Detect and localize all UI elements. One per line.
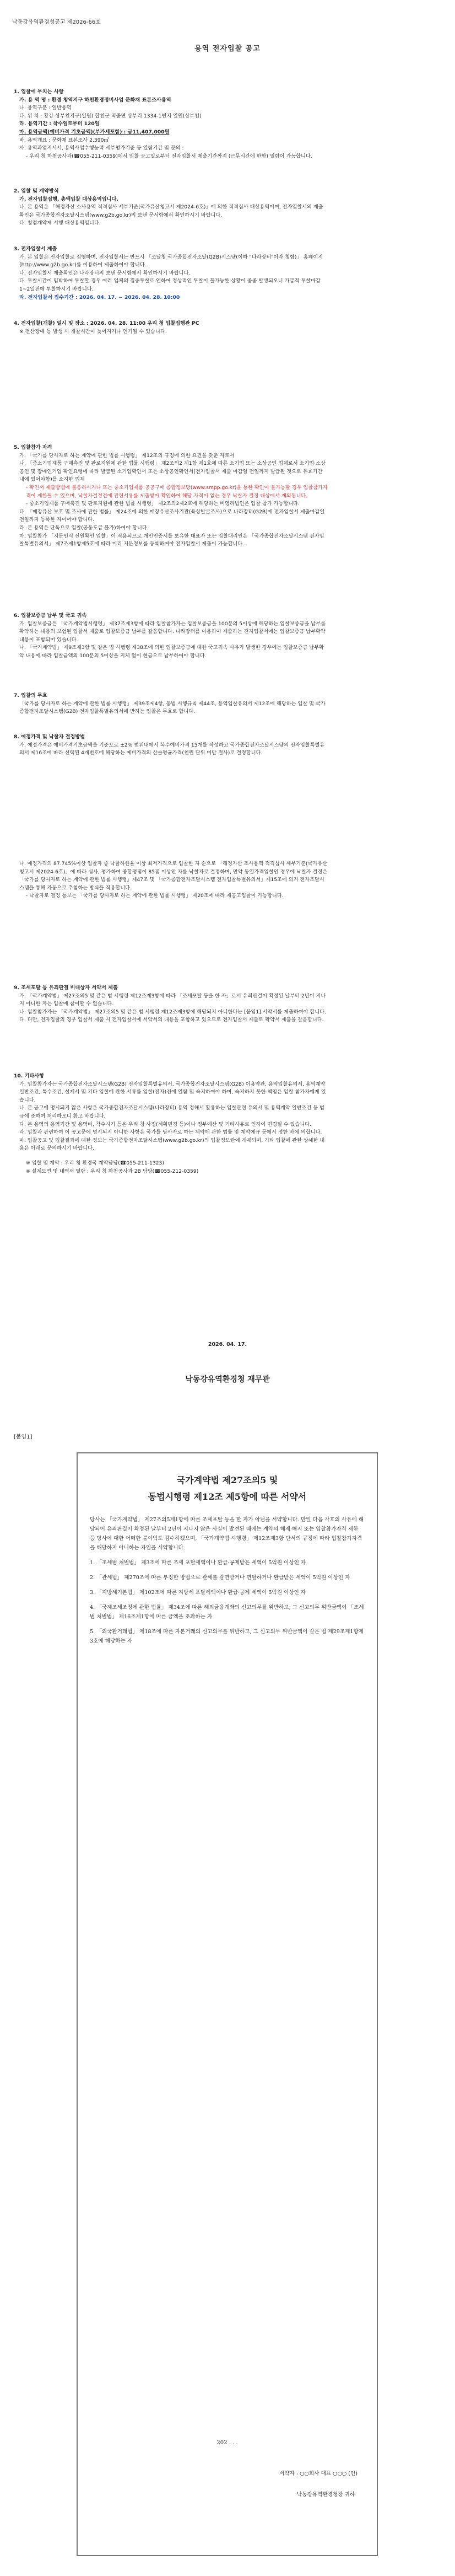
section-3-heading: 3. 전자입찰서 제출	[14, 246, 57, 252]
opening-note: ※ 전산장애 등 발생 시 개찰시간이 늦어지거나 연기될 수 있습니다.	[19, 328, 167, 335]
section-1-heading: 1. 입찰에 부치는 사항	[14, 89, 64, 95]
section-5	[14, 444, 328, 549]
contact-design: ※ 설계도면 및 내역서 열람 : 우리 청 하천공사과 2B 담당(☎055-212-0359)	[26, 1168, 199, 1174]
form-title	[78, 1472, 377, 1505]
notice-number: 낙동강유역환경청공고 제2026-66호	[12, 19, 101, 25]
contact-contract: ※ 입찰 및 계약 : 우리 청 환경국 계약담당(☎055-211-1323)	[26, 1160, 164, 1166]
eligibility-5: 다. 「매장유산 보호 및 조사에 관한 법률」 제24조에 의한 매장유산조사기관(육상발굴조사)으로 나라장터(G2B)에 전자입찰서 제출마감일 전일까지 등록한 자이어야 합니다.	[19, 508, 325, 523]
issuing-organization: 낙동강유역환경청 재무관	[185, 1375, 270, 1384]
price-3: - 낙찰자로 결정 통보는 「국가를 당사자로 하는 계약에 관한 법률 시행령」 제20조에 따라 재공고입찰이 가능합니다.	[26, 893, 284, 899]
eligibility-2: 나. 「중소기업제품 구매촉진 및 판로지원에 관한 법률 시행령」 제2조의2 제1항 제1호에 따른 소기업 또는 소상공인 업체로서 소기업·소상공인 및 장애인기업 확인요령에 따라 발급된 소기업확인서 또는 소상공인확인서(전자입찰서 제출 마감일 전일까지 발급된 것으로 유효기간 내에 있어야함)를 소지한 업체	[19, 460, 326, 483]
section-10-heading: 10. 기타사항	[14, 1073, 44, 1079]
section-4-heading: 4. 전자입찰(개찰) 일시 및 장소 : 2026. 04. 28. 11:00 우리 청 입찰집행관 PC	[14, 320, 199, 326]
submission-period: 라. 전자입찰서 접수기간 : 2026. 04. 17. ~ 2026. 04. 28. 10:00	[19, 294, 180, 300]
inspection-period: 사. 용역과업지시서, 용역사업수행능력 세부평가기준 등 열람기간 및 문의 :	[19, 145, 184, 152]
section-8	[14, 733, 328, 758]
section-5-heading: 5. 입찰참가 자격	[14, 444, 52, 450]
section-7-heading: 7. 입찰의 무효	[14, 693, 47, 699]
deposit-2: 나. 「국가계약법」 제9조제3항 및 같은 법 시행령 제38조에 의한 입찰보증금에 대한 국고귀속 사유가 발생한 경우에는 입찰보증금 납부확약 내용에 따라 입찰금액의 100분의 5이상을 지체 없이 현금으로 납부하여야 합니다.	[19, 645, 324, 659]
service-location: 다. 위 치 : 황강 상부천지구(일원) 합천군 적중면 상부리 1334-1번지 일원(상부천)	[19, 112, 202, 119]
misc-5: 마. 입찰공고 및 입찰결과에 대한 정보는 국가종합전자조달시스템(www.g2b.go.kr)의 입찰정보란에 게재되며, 기타 입찰에 관한 상세한 내용은 아래로 문의하시기 바랍니다.	[19, 1137, 325, 1152]
form-title-line-1: 국가계약법 제27조의5 및	[176, 1475, 278, 1485]
pledge-1: 가. 「국가계약법」 제27조의5 및 같은 법 시행령 제12조제3항에 따라 「조세포탈 등을 한 자」로서 유죄판결이 확정된 날부터 2년이 지나지 아니한 자는 입찰에 참여할 수 없습니다.	[19, 992, 326, 1007]
section-3	[14, 245, 328, 302]
form-item-5: 5. 「외국환거래법」 제18조에 따른 자본거래의 신고의무를 위반하고, 그 신고의무 위반금액이 같은 법 제29조제1항제3호에 해당하는 자	[90, 1629, 364, 1644]
section-10	[14, 1072, 328, 1176]
attachment-label: [붙임1]	[14, 1434, 32, 1440]
form-signer: 서약자 : ○○회사 대표 ○○○ (인)	[279, 2471, 358, 2477]
section-9-heading: 9. 조세포탈 등 유죄판결 비대상자 서약서 제출	[14, 985, 118, 991]
misc-2: 나. 본 공고에 명시되지 않은 사항은 국가종합전자조달시스템(나라장터) 용역 정해서 활용하는 입찰관련 유의서 및 용역계약 일반조건 등 법규에 준하여 처리하오니 참고 바랍니다.	[19, 1105, 324, 1119]
form-intro: 당사는 「국가계약법」 제27조의5제1항에 따른 조세포탈 등을 한 자가 아님을 서약합니다. 만일 다음 각호의 사유에 해당되어 유죄판결이 확정된 날부터 2년이 지나지 않은 사실이 발견된 때에는 계약의 해제·해지 또는 입찰참가자격 제한 등 당사에 대한 어떠한 불이익도 감수하겠으며, 「국가계약법 시행령」 제12조제3항 단서의 규정에 따라 입찰참가자격을 해당하지 아니하는 자임을 서약합니다.	[90, 1517, 364, 1551]
form-item-4: 4. 「국제조세조정에 관한 법률」 제34조에 따른 해외금융계좌의 신고의무를 위반하고, 그 신고의무 위반금액이 「조세범 처벌법」 제16조제1항에 따른 금액을 초과하는 자	[90, 1604, 364, 1620]
section-9	[14, 984, 328, 1024]
service-amount: 마. 용역금액(예비가격 기초금액)(부가세포함) : 금11,407,000원	[19, 128, 170, 135]
section-6	[14, 612, 328, 661]
invalid-bid: 「국가를 당사자로 하는 계약에 관한 법률 시행령」 제39조제4항, 동법 시행규칙 제44조, 용역입찰유의서 제12조에 해당하는 입찰 및 국가종합전자조달시스템(G2B) 전자입찰특별유의서에 반하는 입찰은 무효로 합니다.	[19, 700, 326, 715]
inspection-note: - 우리 청 하천공사과(☎055-211-0359)에서 입찰 공고일로부터 전자입찰서 제출기간까지 (근무시간에 한함) 열람이 가능합니다.	[26, 153, 312, 159]
section-2-heading: 2. 입찰 및 계약방식	[14, 188, 59, 194]
service-period: 라. 용역기간 : 착수일로부터 120일	[19, 121, 100, 127]
section-8-continued	[14, 860, 328, 900]
pledge-3: 다. 다만, 전자입찰의 경우 입찰서 제출 시 전자입찰서에 서약서의 내용을 포함하고 있으므로 전자입찰서 제출로 확약서 제출을 갈음합니다.	[19, 1017, 324, 1023]
section-7	[14, 692, 328, 716]
deposit-1: 가. 입찰보증금은 「국가계약법시행령」 제37조제3항에 따라 입찰참가자는 입찰보증금을 100분의 5이상에 해당하는 입찰보증금을 납부를 확약하는 내용의 보험된 입찰서 제출로 입찰보증금 납부를 갈음합니다. 나라장터를 이용하여 제출하는 전자입찰서에는 입찰보증금 납부확약 내용이 포함되어 있습니다.	[19, 620, 326, 643]
contract-method-2: 나. 본 용역은 「해정자산 소사용역 적격심사 세부기준(국가유산청고시 제2024-6호)」에 의한 적격심사 대상용역이며, 전자입찰서의 제출 확인은 국가종합전자조달시스템(www.g2b.go.kr)의 보낸 문서함에서 확인하시기 바랍니다.	[19, 204, 323, 218]
misc-1: 가. 입찰참가자는 국가종합전자조달시스템(G2B) 전자입찰특별유의서, 국가종합전자조달시스템(G2B) 이용약관, 용역입찰유의서, 용역계약일반조건, 특수조건, 설계서 및 기타 입찰에 관한 서류를 입찰(전자)전에 열람 및 숙지하여야 하며, 숙지하지 못한 책임은 입찰 참가자에게 있습니다.	[19, 1081, 326, 1103]
misc-4: 라. 입찰과 관련하여 이 공고문에 명시되지 아니한 사항은 국가를 당사자로 하는 계약에 관한 법률 및 계약예규 등에서 정한 바에 의합니다.	[19, 1129, 322, 1136]
form-item-3: 3. 「지방세기본법」 제102조에 따른 지방세 포탈세액이나 환급·공제 세액이 5억원 이상인 자	[90, 1590, 306, 1596]
eligibility-4: - 중소기업제품 구매촉진 및 판로지원에 관한 법률 시행령」 제2조의2제2호에 해당하는 비영리법인은 입찰 참가 가능합니다.	[26, 501, 300, 507]
submission-1: 가. 본 입찰은 전자입찰로 집행하며, 전자입찰서는 반드시 「조달청 국가종합전자조달(G2B)시스템(이하 "나라장터"이라 칭함)」 홈페이지(http://www.g2b.go.kr)를 이용하여 제출하여야 합니다.	[19, 254, 323, 269]
pledge-2: 나. 입찰참가자는 「국가계약법」 제27조의5 및 같은 법 시행령 제12조제3항에 해당되지 아니한다는 [붙임1] 서약서를 제출하여야 합니다.	[19, 1008, 326, 1015]
pledge-form	[77, 1452, 378, 2556]
document-title: 용역 전자입찰 공고	[194, 45, 261, 53]
form-recipient: 낙동강유역환경청장 귀하	[297, 2492, 355, 2498]
section-1	[14, 88, 328, 160]
form-body	[78, 1515, 377, 1646]
eligibility-3: - 확인서 제출방법에 불응하시거나 또는 중소기업제품 공공구매 종합정보망(www.smpp.go.kr)을 통한 확인이 불가능할 경우 입찰참가자격이 제한될 수 있으며, 낙찰자결정전에 관련서류를 제출받아 확인하여 해당 자격이 없는 경우 낙찰자 결정 대상에서 제외됩니다.	[26, 484, 328, 499]
service-overview: 바. 용역개요 : 문화재 표본조사 2,390㎡	[19, 137, 109, 143]
service-name: 가. 용 역 명 : 환경 청역지구 하천환경정비사업 문화재 표본조사용역	[19, 96, 171, 103]
service-type: 나. 용역구분 : 일반용역	[19, 105, 72, 111]
form-title-line-2: 동법시행령 제12조 제5항에 따른 서약서	[148, 1491, 307, 1502]
submission-3: 다. 투찰시간이 임박하여 투찰할 경우 여러 업체의 집중투찰로 인하여 정상적인 투찰이 불가능한 상황이 종종 발생되오니 가급적 투찰마감 1~2일전에 투찰하시기 바랍니다.	[19, 278, 321, 292]
section-2	[14, 187, 328, 228]
section-6-heading: 6. 입찰보증금 납부 및 국고 귀속	[14, 613, 87, 619]
section-8-heading: 8. 예정가격 및 낙찰자 결정방법	[14, 734, 85, 740]
eligibility-6: 라. 본 용역은 단독으로 입찰(공동도급 불가)하여야 합니다.	[19, 524, 149, 531]
form-date: 202 . . .	[216, 2440, 238, 2446]
submission-2: 나. 전자입찰서 제출확인은 나라장터의 보낸 문서함에서 확인하시기 바랍니다.	[19, 270, 191, 276]
contract-method-3: 다. 청렴계약제 시행 대상용역입니다.	[19, 220, 101, 227]
price-2: 나. 예정가격의 87.745%이상 입찰자 중 낙찰하한율 이상 최저가격으로 입찰한 자 순으로 「해정자산 조사용역 적격심사 세부기준(국가유산청고시 제2024-6호)」에 따라 심사, 평가하여 종합평점이 85점 이상인 자를 낙찰자로 결정하며, 만약 동일가격입찰인 경우에 낙찰자 결정은 「국가를 당사자로 하는 계약에 관한 법률 시행령」제47조 및 「국가종합전자조달시스템 전자입찰특별유의서」제15조에 의거 전자조달시스템을 통해 자동으로 추첨하는 방식을 적용합니다.	[19, 861, 328, 891]
section-4	[14, 320, 328, 336]
eligibility-7: 마. 입찰참가 「지문인식 신원확인 입찰」이 적용되므로 개인인증서를 보유한 대표자 또는 입찰대리인은 「국가종합전자조달시스템 전자입찰특별유의서」 제7조제1항제5호에 따라 미리 지문정보를 등록하여야 전자입찰서 제출이 가능합니다.	[19, 533, 324, 548]
form-item-2: 2. 「관세법」 제270조에 따른 부정한 방법으로 관세를 감면받거나 면탈하거나 환급받은 세액이 5억원 이상인 자	[90, 1575, 350, 1581]
misc-3: 다. 본 용역의 용역기간 및 용역비, 착수시기 등은 우리 청 사정(계획변경 등)이나 정부예산 및 기타사유로 인하여 변경될 수 있습니다.	[19, 1121, 312, 1128]
price-1: 가. 예정가격은 예비가격기초금액을 기준으로 ±2% 범위내에서 복수예비가격 15개를 작성하고 국가종합전자조달시스템의 전자입찰특별유의서 제16조에 따라 선택된 4개번호에 해당하는 예비가격의 산술평균가격(천원 단위 미만 절사)로 결정합니다.	[19, 742, 325, 756]
contract-method-1: 가. 전자입찰집행, 총액입찰 대상용역입니다.	[19, 196, 118, 202]
form-item-1: 1. 「조세범 처벌법」 제3조에 따른 조세 포탈세액이나 환급·공제받은 세액이 5억원 이상인 자	[90, 1560, 306, 1566]
sign-date: 2026. 04. 17.	[208, 1341, 247, 1348]
eligibility-1: 가. 「국가를 당사자로 하는 계약에 관한 법률 시행령」 제12조의 규정에 의한 요건을 갖춘 자로서	[19, 452, 235, 459]
